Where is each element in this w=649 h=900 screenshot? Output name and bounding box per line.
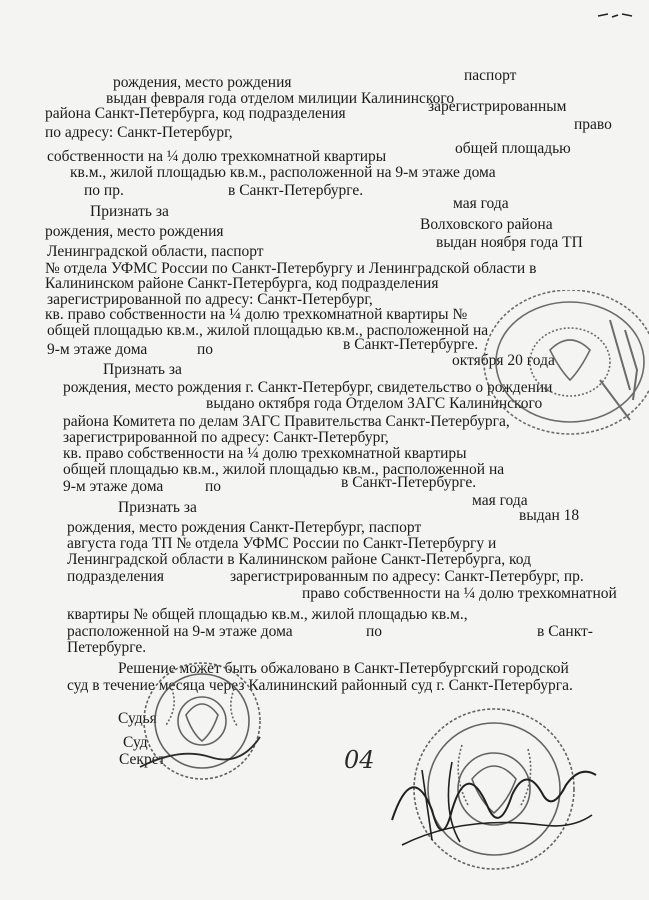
text-line: рождения, место рождения bbox=[113, 74, 292, 91]
text-line: собственности на ¼ долю трехкомнатной квартиры bbox=[47, 148, 387, 165]
text-line: по пр. bbox=[84, 182, 124, 199]
text-line: зарегистрированной по адресу: Санкт-Петербург, bbox=[63, 429, 389, 446]
text-line: по адресу: Санкт-Петербург, bbox=[45, 124, 233, 141]
text-line: мая года bbox=[472, 492, 528, 509]
text-line: Суд bbox=[123, 734, 148, 751]
text-line: рождения, место рождения bbox=[45, 223, 224, 240]
text-line: подразделения bbox=[67, 568, 165, 585]
text-line: Секрет bbox=[119, 751, 166, 768]
text-line: мая года bbox=[453, 195, 509, 212]
text-line: паспорт bbox=[464, 67, 517, 84]
text-line: Калининском районе Санкт-Петербурга, код подразделения bbox=[45, 275, 439, 292]
text-line: зарегистрированным bbox=[428, 98, 567, 115]
text-line: право собственности на ¼ долю трехкомнатной bbox=[302, 585, 617, 602]
text-line: кв. право собственности на ¼ долю трехкомнатной квартиры № bbox=[45, 306, 468, 323]
text-line: расположенной на 9-м этаже дома bbox=[67, 623, 293, 640]
text-line: зарегистрированным по адресу: Санкт-Петербург, пр. bbox=[230, 568, 584, 585]
text-line: в Санкт-Петербурге. bbox=[343, 336, 479, 353]
text-line: 9-м этаже дома bbox=[47, 341, 148, 358]
text-line: выдан 18 bbox=[519, 507, 580, 524]
text-line: августа года ТП № отдела УФМС России по Санкт-Петербургу и bbox=[67, 535, 497, 552]
text-line: Признать за bbox=[118, 499, 197, 516]
text-line: выдано октября года Отделом ЗАГС Калининского bbox=[206, 395, 543, 412]
text-line: квартиры № общей площадью кв.м., жилой площадью кв.м., bbox=[67, 606, 468, 623]
scan-marks bbox=[596, 8, 636, 22]
text-line: выдан февраля года отделом милиции Калининского bbox=[106, 90, 455, 107]
text-line: по bbox=[205, 478, 222, 495]
text-line: кв. право собственности на ¼ долю трехкомнатной квартиры bbox=[63, 445, 467, 462]
text-line: зарегистрированной по адресу: Санкт-Петербург, bbox=[47, 291, 373, 308]
text-line: Решение может быть обжаловано в Санкт-Петербургский городской bbox=[118, 660, 569, 677]
text-line: Судья bbox=[118, 710, 157, 727]
text-line: в Санкт-Петербурге. bbox=[228, 182, 364, 199]
text-line: Признать за bbox=[103, 361, 182, 378]
text-line: Ленинградской области, паспорт bbox=[47, 243, 264, 260]
text-line: рождения, место рождения Санкт-Петербург, паспорт bbox=[67, 519, 422, 536]
text-line: по bbox=[366, 623, 383, 640]
text-line: Ленинградской области в Калининском районе Санкт-Петербурга, код bbox=[67, 551, 531, 568]
text-line: по bbox=[197, 341, 214, 358]
text-line: октября 20 года bbox=[452, 352, 555, 369]
text-line: суд в течение месяца через Калининский районный суд г. Санкт-Петербурга. bbox=[67, 677, 573, 694]
text-line: района Санкт-Петербурга, код подразделения bbox=[45, 105, 346, 122]
text-line: в Санкт-Петербурге. bbox=[341, 474, 477, 491]
text-line: рождения, место рождения г. Санкт-Петербург, свидетельство о рождении bbox=[63, 379, 553, 396]
text-line: Волховского района bbox=[420, 216, 553, 233]
text-line: общей площадью bbox=[455, 140, 571, 157]
text-line: общей площадью кв.м., жилой площадью кв.м., расположенной на bbox=[47, 322, 489, 339]
handwritten-date: 04 bbox=[344, 746, 375, 774]
text-line: право bbox=[574, 116, 612, 133]
text-line: 9-м этаже дома bbox=[63, 478, 164, 495]
text-line: района Комитета по делам ЗАГС Правительства Санкт-Петербурга, bbox=[63, 413, 510, 430]
text-line: в Санкт- bbox=[537, 623, 593, 640]
text-line: Признать за bbox=[90, 203, 169, 220]
text-line: выдан ноября года ТП bbox=[436, 234, 583, 251]
text-line: кв.м., жилой площадью кв.м., расположенной на 9-м этаже дома bbox=[70, 164, 496, 181]
text-line: Петербурге. bbox=[67, 639, 147, 656]
text-line: общей площадью кв.м., жилой площадью кв.м., расположенной на bbox=[63, 461, 505, 478]
text-line: № отдела УФМС России по Санкт-Петербургу и Ленинградской области в bbox=[45, 260, 537, 277]
judge-signature bbox=[382, 750, 612, 860]
